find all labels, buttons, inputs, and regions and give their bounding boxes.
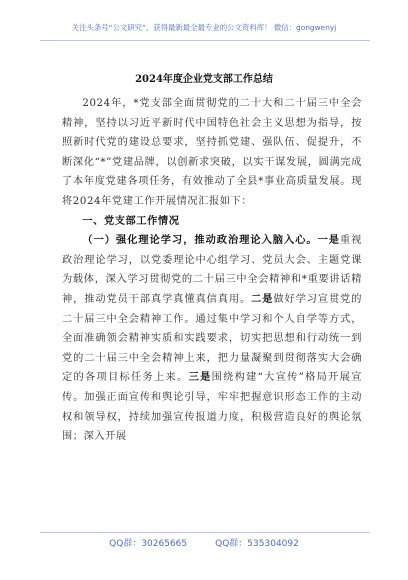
footer-qq-group-2: QQ群：535304092 [215,539,299,549]
paragraph-lead: （一）强化理论学习，推动政治理论入脑入心。 [82,234,318,247]
header-divider [40,40,370,41]
point-text-2: 做好学习宣贯党的二十届三中全会精神工作。通过集中学习和个人自学等方式，全面准确领会精神实质和实践要求，切实把思想和行动统一到党的二十届三中全会精神上来，把力量凝聚到贯彻落实大会确定的各项目标任务上来。 [62,293,362,384]
point-marker-2: 二是 [251,292,274,305]
body-paragraph [62,231,362,447]
point-text-3: 围绕构建“大宣传”格局开展宣传。加强正面宣传和舆论引导，牢牢把握意识形态工作的主动权和领导权，持续加强宣传报道力度，积极营造良好的舆论氛围；深入开展 [62,372,362,443]
point-text-1: 重视政治理论学习，以党委理论中心组学习、党员大会、主题党课为载体，深入学习贯彻党的二十届三中全会精神和*重要讲话精神，推动党员干部真学真懂真信真用。 [62,235,362,305]
document-title: 2024年度企业党支部工作总结 [135,74,273,85]
footer-qq-group-1: QQ群：30265665 [109,539,188,549]
footer-divider [40,532,370,533]
section-heading: 一、党支部工作情况 [82,214,180,227]
point-marker-1: 一是 [317,234,340,247]
intro-paragraph: 2024年，*党支部全面贯彻党的二十大和二十届三中全会精神，坚持以习近平新时代中国特色社会主义思想为指导，按照新时代党的建设总要求，坚持抓党建、强队伍、促提升，不断深化“*”党建品牌，以创新求突破，以实干谋发展，圆满完成了本年度党建各项任务，有效推动了全县*事业高质量发展。现将2024年党建工作开展情况汇报如下： [62,98,362,207]
point-marker-3: 三是 [188,371,212,384]
header-banner: 关注头条号“公文研究”，获得最新最全最专业的公文资料库！ 微信：gongwenyj [71,23,337,32]
document-body [62,94,362,447]
footer [0,536,408,549]
